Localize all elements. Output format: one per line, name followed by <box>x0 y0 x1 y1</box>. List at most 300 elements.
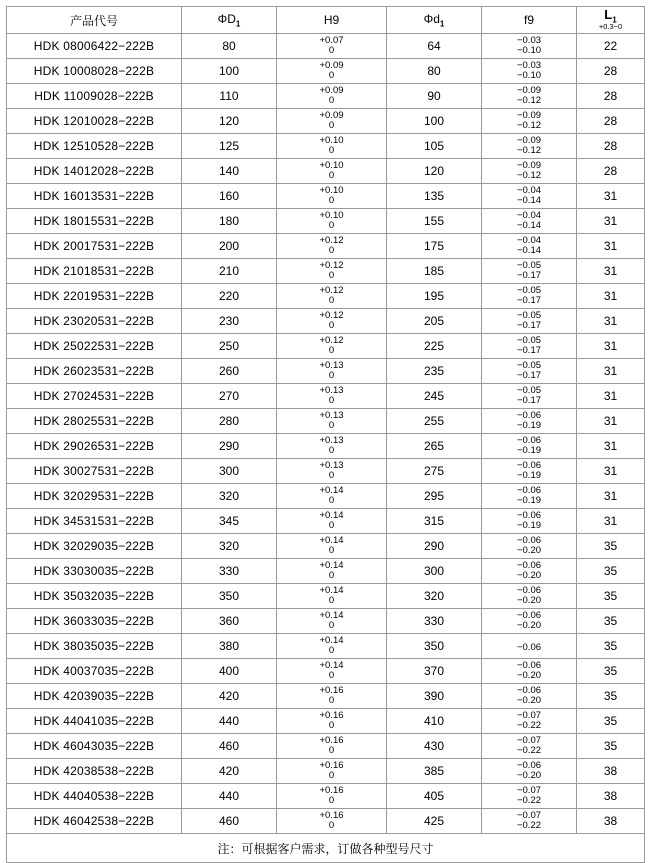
tolerance-pair <box>319 110 343 132</box>
tolerance-pair <box>517 385 541 407</box>
header-inner-diameter-subscript: 1 <box>439 19 445 29</box>
tolerance-pair <box>319 35 343 57</box>
cell-outer-diameter: 440 <box>182 709 277 734</box>
tolerance-upper: +0.09 <box>319 85 344 97</box>
table-row <box>7 209 645 234</box>
tolerance-lower: −0.12 <box>516 145 542 156</box>
cell-h9-tolerance <box>277 234 387 259</box>
cell-f9-tolerance <box>482 34 577 59</box>
tolerance-pair <box>319 560 343 582</box>
tolerance-upper: −0.09 <box>516 135 542 147</box>
cell-outer-diameter: 120 <box>182 109 277 134</box>
tolerance-upper: −0.05 <box>516 260 542 272</box>
table-row <box>7 184 645 209</box>
tolerance-pair <box>517 735 541 757</box>
tolerance-upper: +0.14 <box>319 510 344 522</box>
tolerance-lower: −0.17 <box>516 345 542 356</box>
tolerance-pair <box>517 760 541 782</box>
tolerance-lower: −0.17 <box>516 320 542 331</box>
cell-length: 35 <box>577 634 645 659</box>
header-inner-diameter: $\Phi d_1$ <box>387 7 482 34</box>
table-row <box>7 509 645 534</box>
tolerance-pair <box>319 760 343 782</box>
cell-outer-diameter: 280 <box>182 409 277 434</box>
tolerance-upper: +0.13 <box>319 410 344 422</box>
cell-h9-tolerance <box>277 34 387 59</box>
cell-inner-diameter: 320 <box>387 584 482 609</box>
tolerance-pair <box>319 535 343 557</box>
cell-h9-tolerance <box>277 459 387 484</box>
tolerance-upper: −0.07 <box>516 810 542 822</box>
tolerance-lower: 0 <box>328 370 335 381</box>
cell-product-code: HDK 35032035−222B <box>7 584 182 609</box>
table-row <box>7 459 645 484</box>
cell-h9-tolerance <box>277 184 387 209</box>
cell-f9-tolerance <box>482 134 577 159</box>
cell-length: 28 <box>577 159 645 184</box>
tolerance-lower: 0 <box>328 295 335 306</box>
tolerance-pair <box>517 110 541 132</box>
cell-length: 38 <box>577 784 645 809</box>
cell-length: 35 <box>577 659 645 684</box>
tolerance-pair <box>517 460 541 482</box>
cell-inner-diameter: 425 <box>387 809 482 834</box>
cell-inner-diameter: 430 <box>387 734 482 759</box>
tolerance-upper: −0.06 <box>516 585 542 597</box>
tolerance-pair <box>319 635 343 657</box>
tolerance-pair <box>517 485 541 507</box>
header-f9-tolerance: f9 <box>482 7 577 34</box>
cell-h9-tolerance <box>277 134 387 159</box>
cell-outer-diameter: 360 <box>182 609 277 634</box>
tolerance-lower: 0 <box>328 745 335 756</box>
cell-h9-tolerance <box>277 484 387 509</box>
cell-length: 28 <box>577 84 645 109</box>
table-row <box>7 559 645 584</box>
cell-length: 31 <box>577 484 645 509</box>
tolerance-upper: +0.16 <box>319 760 344 772</box>
tolerance-lower: −0.17 <box>516 295 542 306</box>
tolerance-pair <box>319 160 343 182</box>
tolerance-upper: −0.06 <box>516 535 542 547</box>
tolerance-lower: −0.14 <box>516 220 542 231</box>
tolerance-lower: −0.20 <box>516 595 542 606</box>
tolerance-pair <box>319 385 343 407</box>
tolerance-pair <box>319 810 343 832</box>
tolerance-lower: −0.22 <box>516 720 542 731</box>
cell-f9-tolerance <box>482 709 577 734</box>
cell-f9-tolerance <box>482 84 577 109</box>
tolerance-upper: −0.06 <box>516 685 542 697</box>
cell-length: 31 <box>577 334 645 359</box>
tolerance-lower: 0 <box>328 445 335 456</box>
cell-outer-diameter: 330 <box>182 559 277 584</box>
tolerance-upper: +0.14 <box>319 535 344 547</box>
table-row <box>7 384 645 409</box>
cell-h9-tolerance <box>277 509 387 534</box>
cell-length: 31 <box>577 284 645 309</box>
tolerance-lower: −0.10 <box>516 70 542 81</box>
cell-inner-diameter: 100 <box>387 109 482 134</box>
tolerance-lower: 0 <box>328 820 335 831</box>
tolerance-lower: −0.22 <box>516 745 542 756</box>
tolerance-pair <box>517 585 541 607</box>
tolerance-upper: −0.05 <box>516 310 542 322</box>
cell-f9-tolerance <box>482 559 577 584</box>
tolerance-lower: −0.19 <box>516 420 542 431</box>
cell-inner-diameter: 295 <box>387 484 482 509</box>
cell-outer-diameter: 160 <box>182 184 277 209</box>
header-length-range: +0.3−0 <box>598 22 623 32</box>
cell-h9-tolerance <box>277 659 387 684</box>
tolerance-lower: −0.20 <box>516 770 542 781</box>
cell-f9-tolerance <box>482 259 577 284</box>
cell-outer-diameter: 320 <box>182 534 277 559</box>
cell-h9-tolerance <box>277 534 387 559</box>
table-row <box>7 759 645 784</box>
cell-product-code: HDK 20017531−222B <box>7 234 182 259</box>
cell-f9-tolerance <box>482 384 577 409</box>
tolerance-lower: −0.17 <box>516 270 542 281</box>
cell-length: 31 <box>577 384 645 409</box>
cell-f9-tolerance <box>482 309 577 334</box>
tolerance-upper: +0.16 <box>319 735 344 747</box>
cell-f9-tolerance <box>482 634 577 659</box>
tolerance-upper: +0.07 <box>319 35 344 47</box>
tolerance-lower: 0 <box>328 795 335 806</box>
cell-length: 38 <box>577 809 645 834</box>
cell-f9-tolerance <box>482 59 577 84</box>
tolerance-upper: +0.12 <box>319 235 344 247</box>
tolerance-upper: −0.05 <box>516 385 542 397</box>
tolerance-lower: 0 <box>328 170 335 181</box>
tolerance-pair <box>517 685 541 707</box>
table-row <box>7 809 645 834</box>
cell-inner-diameter: 290 <box>387 534 482 559</box>
tolerance-upper: +0.09 <box>319 110 344 122</box>
tolerance-lower: 0 <box>328 520 335 531</box>
tolerance-upper: −0.06 <box>516 641 542 653</box>
cell-f9-tolerance <box>482 409 577 434</box>
tolerance-lower: −0.22 <box>516 820 542 831</box>
tolerance-pair <box>517 60 541 82</box>
tolerance-pair <box>517 810 541 832</box>
footnote-row <box>7 834 645 863</box>
tolerance-pair <box>517 785 541 807</box>
table-row <box>7 434 645 459</box>
cell-h9-tolerance <box>277 209 387 234</box>
cell-outer-diameter: 260 <box>182 359 277 384</box>
header-product-code: 产品代号 <box>7 7 182 34</box>
tolerance-lower: 0 <box>328 420 335 431</box>
cell-outer-diameter: 290 <box>182 434 277 459</box>
tolerance-pair <box>517 642 541 654</box>
cell-h9-tolerance <box>277 384 387 409</box>
cell-inner-diameter: 405 <box>387 784 482 809</box>
cell-product-code: HDK 22019531−222B <box>7 284 182 309</box>
cell-inner-diameter: 255 <box>387 409 482 434</box>
tolerance-pair <box>517 560 541 582</box>
cell-h9-tolerance <box>277 84 387 109</box>
tolerance-pair <box>319 785 343 807</box>
tolerance-upper: +0.16 <box>319 810 344 822</box>
cell-outer-diameter: 220 <box>182 284 277 309</box>
tolerance-pair <box>517 360 541 382</box>
cell-outer-diameter: 250 <box>182 334 277 359</box>
cell-inner-diameter: 300 <box>387 559 482 584</box>
cell-length: 31 <box>577 184 645 209</box>
tolerance-pair <box>517 510 541 532</box>
tolerance-pair <box>319 485 343 507</box>
tolerance-lower: 0 <box>328 95 335 106</box>
cell-f9-tolerance <box>482 184 577 209</box>
cell-f9-tolerance <box>482 684 577 709</box>
cell-inner-diameter: 105 <box>387 134 482 159</box>
tolerance-lower: 0 <box>328 595 335 606</box>
tolerance-upper: +0.12 <box>319 310 344 322</box>
tolerance-lower: −0.12 <box>516 120 542 131</box>
header-length-wrapper <box>599 8 622 31</box>
tolerance-lower: −0.20 <box>516 620 542 631</box>
tolerance-upper: −0.09 <box>516 110 542 122</box>
product-spec-table <box>6 6 645 863</box>
tolerance-pair <box>517 260 541 282</box>
tolerance-upper: −0.06 <box>516 410 542 422</box>
cell-f9-tolerance <box>482 159 577 184</box>
cell-inner-diameter: 120 <box>387 159 482 184</box>
table-row <box>7 609 645 634</box>
cell-inner-diameter: 275 <box>387 459 482 484</box>
tolerance-pair <box>319 510 343 532</box>
cell-product-code: HDK 36033035−222B <box>7 609 182 634</box>
cell-outer-diameter: 200 <box>182 234 277 259</box>
cell-product-code: HDK 33030035−222B <box>7 559 182 584</box>
cell-length: 31 <box>577 309 645 334</box>
cell-product-code: HDK 23020531−222B <box>7 309 182 334</box>
tolerance-pair <box>319 435 343 457</box>
header-row <box>7 7 645 34</box>
cell-outer-diameter: 230 <box>182 309 277 334</box>
tolerance-upper: −0.07 <box>516 785 542 797</box>
tolerance-lower: 0 <box>328 720 335 731</box>
tolerance-lower: 0 <box>328 45 335 56</box>
header-outer-diameter: $\Phi D_1$ <box>182 7 277 34</box>
cell-length: 35 <box>577 609 645 634</box>
cell-f9-tolerance <box>482 209 577 234</box>
cell-f9-tolerance <box>482 659 577 684</box>
cell-length: 31 <box>577 409 645 434</box>
cell-h9-tolerance <box>277 684 387 709</box>
table-row <box>7 84 645 109</box>
cell-h9-tolerance <box>277 409 387 434</box>
cell-length: 28 <box>577 109 645 134</box>
cell-product-code: HDK 42038538−222B <box>7 759 182 784</box>
cell-outer-diameter: 100 <box>182 59 277 84</box>
cell-h9-tolerance <box>277 434 387 459</box>
table-header <box>7 7 645 34</box>
tolerance-upper: −0.07 <box>516 735 542 747</box>
cell-length: 22 <box>577 34 645 59</box>
cell-inner-diameter: 330 <box>387 609 482 634</box>
tolerance-lower: −0.10 <box>516 45 542 56</box>
tolerance-upper: −0.04 <box>516 185 542 197</box>
tolerance-upper: −0.09 <box>516 160 542 172</box>
tolerance-upper: −0.06 <box>516 610 542 622</box>
cell-length: 38 <box>577 759 645 784</box>
tolerance-pair <box>319 610 343 632</box>
tolerance-lower: 0 <box>328 320 335 331</box>
tolerance-lower: −0.19 <box>516 495 542 506</box>
cell-f9-tolerance <box>482 509 577 534</box>
tolerance-upper: −0.06 <box>516 460 542 472</box>
cell-outer-diameter: 420 <box>182 684 277 709</box>
tolerance-upper: +0.13 <box>319 385 344 397</box>
tolerance-lower: −0.19 <box>516 470 542 481</box>
tolerance-lower: −0.17 <box>516 395 542 406</box>
tolerance-pair <box>517 210 541 232</box>
cell-length: 28 <box>577 59 645 84</box>
tolerance-lower: −0.14 <box>516 195 542 206</box>
cell-f9-tolerance <box>482 534 577 559</box>
cell-outer-diameter: 345 <box>182 509 277 534</box>
tolerance-pair <box>517 85 541 107</box>
tolerance-pair <box>517 285 541 307</box>
tolerance-upper: +0.10 <box>319 185 344 197</box>
tolerance-upper: −0.05 <box>516 360 542 372</box>
tolerance-lower: −0.12 <box>516 95 542 106</box>
cell-inner-diameter: 64 <box>387 34 482 59</box>
tolerance-upper: +0.16 <box>319 685 344 697</box>
tolerance-lower: −0.20 <box>516 545 542 556</box>
tolerance-pair <box>319 710 343 732</box>
tolerance-upper: +0.16 <box>319 710 344 722</box>
cell-outer-diameter: 210 <box>182 259 277 284</box>
tolerance-lower: 0 <box>328 195 335 206</box>
tolerance-pair <box>319 210 343 232</box>
cell-length: 31 <box>577 259 645 284</box>
tolerance-upper: −0.04 <box>516 235 542 247</box>
tolerance-pair <box>517 160 541 182</box>
cell-product-code: HDK 21018531−222B <box>7 259 182 284</box>
tolerance-pair <box>517 335 541 357</box>
cell-f9-tolerance <box>482 334 577 359</box>
cell-inner-diameter: 370 <box>387 659 482 684</box>
tolerance-pair <box>517 35 541 57</box>
cell-outer-diameter: 350 <box>182 584 277 609</box>
table-row <box>7 359 645 384</box>
cell-h9-tolerance <box>277 759 387 784</box>
tolerance-upper: +0.10 <box>319 160 344 172</box>
cell-product-code: HDK 14012028−222B <box>7 159 182 184</box>
cell-outer-diameter: 440 <box>182 784 277 809</box>
tolerance-upper: +0.13 <box>319 435 344 447</box>
cell-f9-tolerance <box>482 759 577 784</box>
cell-length: 31 <box>577 459 645 484</box>
tolerance-pair <box>319 660 343 682</box>
tolerance-pair <box>319 460 343 482</box>
cell-inner-diameter: 385 <box>387 759 482 784</box>
tolerance-pair <box>517 410 541 432</box>
cell-outer-diameter: 320 <box>182 484 277 509</box>
cell-f9-tolerance <box>482 734 577 759</box>
tolerance-upper: +0.10 <box>319 135 344 147</box>
header-outer-diameter-subscript: 1 <box>235 19 241 29</box>
tolerance-upper: −0.06 <box>516 485 542 497</box>
cell-h9-tolerance <box>277 784 387 809</box>
tolerance-upper: +0.10 <box>319 210 344 222</box>
tolerance-upper: −0.06 <box>516 435 542 447</box>
tolerance-upper: +0.16 <box>319 785 344 797</box>
cell-inner-diameter: 175 <box>387 234 482 259</box>
tolerance-lower: −0.19 <box>516 445 542 456</box>
cell-length: 35 <box>577 559 645 584</box>
table-row <box>7 534 645 559</box>
table-row <box>7 584 645 609</box>
cell-inner-diameter: 135 <box>387 184 482 209</box>
tolerance-pair <box>319 310 343 332</box>
cell-h9-tolerance <box>277 709 387 734</box>
cell-outer-diameter: 300 <box>182 459 277 484</box>
cell-product-code: HDK 28025531−222B <box>7 409 182 434</box>
cell-h9-tolerance <box>277 334 387 359</box>
cell-inner-diameter: 205 <box>387 309 482 334</box>
table-row <box>7 734 645 759</box>
cell-product-code: HDK 46042538−222B <box>7 809 182 834</box>
cell-product-code: HDK 16013531−222B <box>7 184 182 209</box>
cell-product-code: HDK 32029531−222B <box>7 484 182 509</box>
tolerance-pair <box>517 435 541 457</box>
tolerance-lower: −0.20 <box>516 570 542 581</box>
tolerance-pair <box>517 310 541 332</box>
tolerance-upper: −0.04 <box>516 210 542 222</box>
tolerance-upper: +0.14 <box>319 635 344 647</box>
cell-h9-tolerance <box>277 609 387 634</box>
cell-outer-diameter: 380 <box>182 634 277 659</box>
cell-product-code: HDK 18015531−222B <box>7 209 182 234</box>
tolerance-upper: +0.09 <box>319 60 344 72</box>
cell-inner-diameter: 390 <box>387 684 482 709</box>
tolerance-pair <box>517 535 541 557</box>
tolerance-lower: −0.12 <box>516 170 542 181</box>
tolerance-lower: −0.20 <box>516 695 542 706</box>
tolerance-pair <box>319 410 343 432</box>
cell-inner-diameter: 315 <box>387 509 482 534</box>
cell-product-code: HDK 10008028−222B <box>7 59 182 84</box>
tolerance-upper: +0.14 <box>319 585 344 597</box>
cell-length: 31 <box>577 434 645 459</box>
cell-f9-tolerance <box>482 109 577 134</box>
table-row <box>7 484 645 509</box>
cell-product-code: HDK 27024531−222B <box>7 384 182 409</box>
cell-outer-diameter: 110 <box>182 84 277 109</box>
cell-product-code: HDK 12010028−222B <box>7 109 182 134</box>
cell-length: 31 <box>577 234 645 259</box>
tolerance-lower: −0.17 <box>516 370 542 381</box>
cell-f9-tolerance <box>482 609 577 634</box>
table-row <box>7 684 645 709</box>
tolerance-pair <box>517 135 541 157</box>
tolerance-upper: −0.05 <box>516 285 542 297</box>
tolerance-pair <box>517 710 541 732</box>
cell-f9-tolerance <box>482 284 577 309</box>
table-row <box>7 34 645 59</box>
tolerance-lower: 0 <box>328 645 335 656</box>
table-row <box>7 234 645 259</box>
cell-outer-diameter: 400 <box>182 659 277 684</box>
tolerance-upper: +0.13 <box>319 460 344 472</box>
cell-length: 31 <box>577 509 645 534</box>
tolerance-lower: −0.14 <box>516 245 542 256</box>
